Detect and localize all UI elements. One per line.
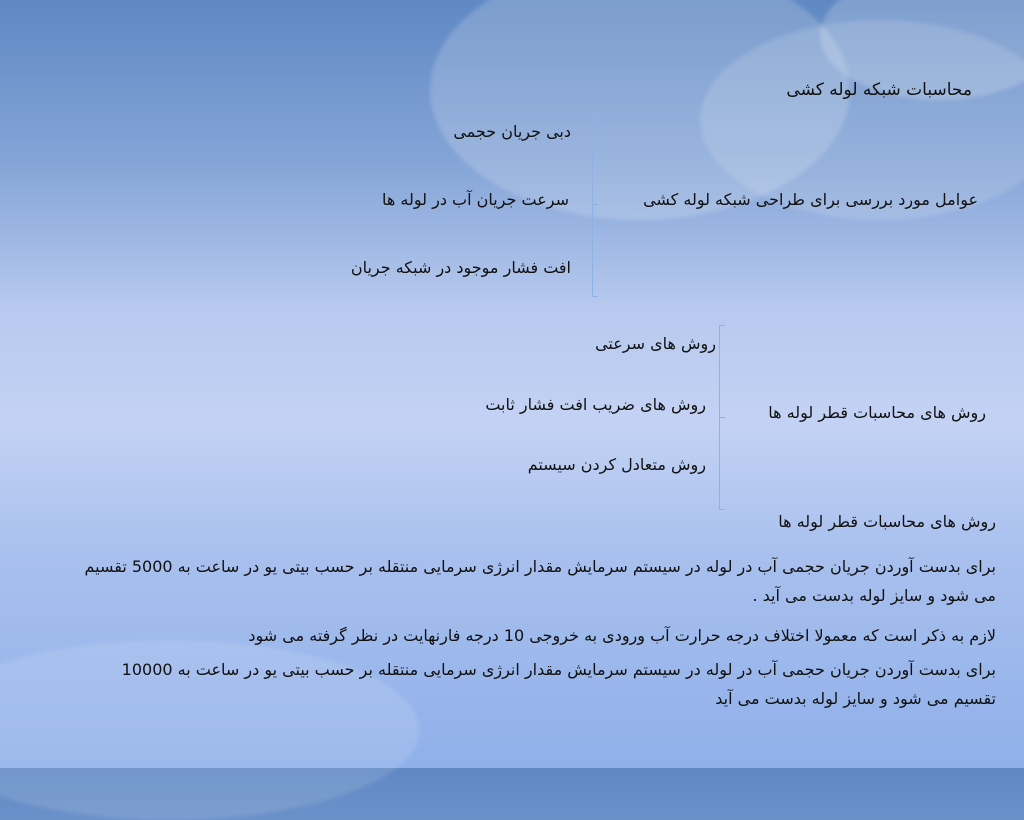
- group1-item-3: افت فشار موجود در شبکه جریان: [350, 258, 571, 277]
- group1-bracket-tick: [592, 204, 598, 205]
- group1-label: عوامل مورد بررسی برای طراحی شبکه لوله کشی: [643, 190, 978, 209]
- group2-item-3: روش متعادل کردن سیستم: [527, 455, 706, 474]
- subheading: روش های محاسبات قطر لوله ها: [778, 512, 996, 531]
- paragraph-2: لازم به ذکر است که معمولا اختلاف درجه حرارت آب ورودی به خروجی 10 درجه فارنهایت در نظر گرفته می شود: [248, 626, 996, 645]
- group1-item-2: سرعت جریان آب در لوله ها: [382, 190, 569, 209]
- slide-heading: محاسبات شبکه لوله کشی: [786, 80, 972, 100]
- group2-bracket-tick: [719, 417, 725, 418]
- paragraph-1: برای بدست آوردن جریان حجمی آب در لوله در سیستم سرمایش مقدار انرژی سرمایی منتقله بر حسب بیتی یو در ساعت به 5000 تقسیم می شود و سایز لوله بدست می آید .: [84, 557, 996, 605]
- group2-item-1: روش های سرعتی: [595, 334, 716, 353]
- group1-bracket: [592, 113, 593, 297]
- group2-label: روش های محاسبات قطر لوله ها: [768, 403, 986, 422]
- group2-item-2: روش های ضریب افت فشار ثابت: [485, 395, 706, 414]
- group1-item-1: دبی جریان حجمی: [453, 122, 571, 141]
- paragraph-3: برای بدست آوردن جریان حجمی آب در لوله در سیستم سرمایش مقدار انرژی سرمایی منتقله بر حسب بیتی یو در ساعت به 10000 تقسیم می شود و سایز لوله بدست می آید: [121, 660, 996, 708]
